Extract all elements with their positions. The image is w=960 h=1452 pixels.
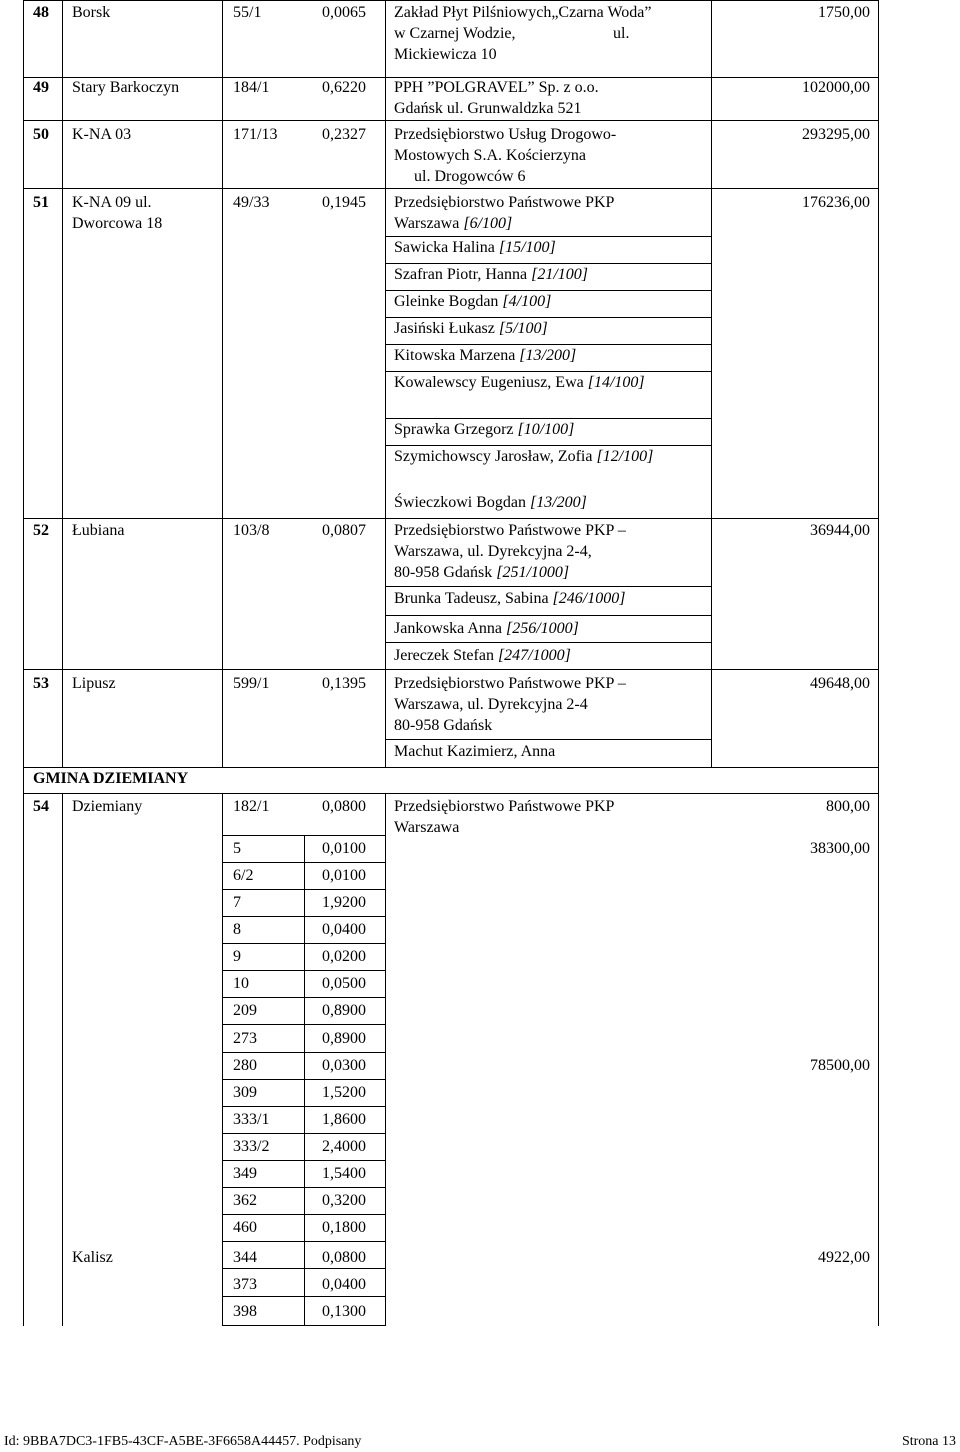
parcel-area: 0,0100	[322, 840, 366, 857]
parcel-number: 344	[233, 1249, 257, 1266]
row-line	[222, 1079, 386, 1080]
co-owner-name: Jereczek Stefan	[394, 647, 498, 664]
row-number: 48	[33, 4, 49, 21]
parcel-number: 209	[233, 1002, 257, 1019]
row-line	[23, 518, 879, 519]
co-owner-share: [247/1000]	[497, 647, 571, 664]
parcel-area: 0,3200	[322, 1192, 366, 1209]
co-owner-name: Jasiński Łukasz	[394, 320, 499, 337]
owner-line: ul. Drogowców 6	[414, 168, 526, 185]
co-owner-share: [14/100]	[587, 374, 645, 391]
co-owner-name: Brunka Tadeusz, Sabina	[394, 590, 553, 607]
co-owner-share: [256/1000]	[505, 620, 579, 637]
owner-share: [251/1000]	[496, 564, 570, 581]
row-number: 53	[33, 675, 49, 692]
parcel-area: 1,9200	[322, 894, 366, 911]
co-owner-name: Sprawka Grzegorz	[394, 421, 518, 438]
owner-line: Warszawa, ul. Dyrekcyjna 2-4,	[394, 543, 592, 560]
location-name: Lipusz	[72, 675, 116, 692]
row-line	[23, 793, 879, 794]
co-owner-share: [12/100]	[596, 448, 654, 465]
co-owner-share: [13/200]	[529, 494, 587, 511]
parcel-area: 0,8900	[322, 1002, 366, 1019]
co-owner-share: [13/200]	[519, 347, 577, 364]
parcel-value: 102000,00	[802, 79, 870, 96]
owner-line	[394, 213, 512, 234]
parcel-number: 280	[233, 1057, 257, 1074]
row-line	[385, 642, 712, 643]
co-owner-name: Kowalewscy Eugeniusz, Ewa	[394, 374, 588, 391]
document-id: Id: 9BBA7DC3-1FB5-43CF-A5BE-3F6658A44457. Podpisany	[4, 1434, 362, 1449]
row-line	[222, 1133, 386, 1134]
parcel-value: 4922,00	[818, 1249, 870, 1266]
location-name: Stary Barkoczyn	[72, 79, 180, 96]
row-line	[222, 1214, 386, 1215]
owner-line: PPH ”POLGRAVEL” Sp. z o.o.	[394, 79, 599, 96]
co-owner	[394, 446, 653, 467]
owner-share: [6/100]	[463, 215, 513, 232]
parcel-area: 0,0800	[322, 1249, 366, 1266]
owner-line: Mickiewicza 10	[394, 46, 497, 63]
owner-line: Przedsiębiorstwo Państwowe PKP –	[394, 675, 626, 692]
row-line	[23, 188, 879, 189]
owner-name: 80-958 Gdańsk	[394, 564, 497, 581]
col-divider	[62, 0, 63, 767]
row-line	[222, 1024, 386, 1025]
parcel-number: 349	[233, 1165, 257, 1182]
parcel-value: 36944,00	[810, 522, 870, 539]
location-name: Łubiana	[72, 522, 125, 539]
location-name: Dworcowa 18	[72, 215, 163, 232]
row-line	[222, 997, 386, 998]
parcel-number: 5	[233, 840, 241, 857]
owner-line: ul.	[613, 25, 630, 42]
owner-line: Przedsiębiorstwo Państwowe PKP	[394, 194, 615, 211]
co-owner	[394, 419, 574, 440]
row-line	[222, 1296, 386, 1297]
col-divider	[304, 835, 305, 1326]
co-owner-share: [10/100]	[517, 421, 575, 438]
co-owner-name: Kitowska Marzena	[394, 347, 520, 364]
co-owner-name: Szymichowscy Jarosław, Zofia	[394, 448, 597, 465]
owner-line: Warszawa	[394, 819, 460, 836]
parcel-number: 398	[233, 1303, 257, 1320]
parcel-area: 2,4000	[322, 1138, 366, 1155]
parcel-number: 182/1	[233, 798, 270, 815]
parcel-area: 0,2327	[322, 126, 366, 143]
parcel-area: 1,5200	[322, 1084, 366, 1101]
owner-line	[394, 562, 569, 583]
parcel-area: 0,1800	[322, 1219, 366, 1236]
row-line	[222, 1325, 386, 1326]
col-divider	[222, 0, 223, 767]
parcel-number: 10	[233, 975, 249, 992]
parcel-area: 0,0400	[322, 921, 366, 938]
co-owner-share: [5/100]	[498, 320, 548, 337]
parcel-value: 293295,00	[802, 126, 870, 143]
parcel-value: 1750,00	[818, 4, 870, 21]
row-line	[222, 916, 386, 917]
parcel-number: 171/13	[233, 126, 278, 143]
parcel-area: 1,8600	[322, 1111, 366, 1128]
parcel-area: 0,0200	[322, 948, 366, 965]
parcel-area: 0,0800	[322, 798, 366, 815]
col-divider	[62, 793, 63, 1326]
parcel-value: 800,00	[826, 798, 870, 815]
owner-name: Warszawa	[394, 215, 464, 232]
co-owner	[394, 492, 587, 513]
co-owner-share: [21/100]	[531, 266, 588, 283]
location-name: Dziemiany	[72, 798, 143, 815]
parcel-number: 309	[233, 1084, 257, 1101]
col-divider	[222, 793, 223, 1326]
row-line	[222, 835, 386, 836]
co-owner-name: Szafran Piotr, Hanna	[394, 266, 532, 283]
table-border-left	[23, 0, 24, 1326]
row-line	[385, 615, 712, 616]
parcel-number: 362	[233, 1192, 257, 1209]
owner-line: Przedsiębiorstwo Państwowe PKP –	[394, 522, 626, 539]
co-owner	[394, 618, 579, 639]
parcel-number: 460	[233, 1219, 257, 1236]
owner-line: Warszawa, ul. Dyrekcyjna 2-4	[394, 696, 588, 713]
location-name: K-NA 09 ul.	[72, 194, 152, 211]
parcel-value: 78500,00	[810, 1057, 870, 1074]
parcel-number: 373	[233, 1276, 257, 1293]
row-number: 50	[33, 126, 49, 143]
row-line	[222, 1160, 386, 1161]
parcel-area: 0,0065	[322, 4, 366, 21]
row-line	[222, 1106, 386, 1107]
co-owner-share: [15/100]	[498, 239, 556, 256]
owner-line: w Czarnej Wodzie,	[394, 25, 516, 42]
row-line	[23, 0, 879, 1]
co-owner-name: Świeczkowi Bogdan	[394, 494, 530, 511]
owner-line: 80-958 Gdańsk	[394, 717, 493, 734]
parcel-area: 0,0100	[322, 867, 366, 884]
co-owner	[394, 237, 556, 258]
parcel-area: 0,1945	[322, 194, 366, 211]
co-owner	[394, 588, 625, 609]
row-line	[222, 970, 386, 971]
co-owner	[394, 318, 548, 339]
row-line	[222, 1052, 386, 1053]
row-number: 49	[33, 79, 49, 96]
co-owner-name: Sawicka Halina	[394, 239, 499, 256]
owner-line: Zakład Płyt Pilśniowych„Czarna Woda”	[394, 4, 652, 21]
row-line	[222, 889, 386, 890]
co-owner	[394, 264, 588, 285]
owner-line: Gdańsk ul. Grunwaldzka 521	[394, 100, 582, 117]
parcel-number: 273	[233, 1030, 257, 1047]
parcel-value: 38300,00	[810, 840, 870, 857]
co-owner-share: [4/100]	[502, 293, 552, 310]
parcel-area: 0,1395	[322, 675, 366, 692]
parcel-number: 49/33	[233, 194, 270, 211]
row-line	[23, 120, 879, 121]
row-line	[222, 862, 386, 863]
parcel-area: 0,0807	[322, 522, 366, 539]
parcel-number: 184/1	[233, 79, 270, 96]
col-divider	[385, 0, 386, 767]
row-line	[222, 943, 386, 944]
parcel-area: 1,5400	[322, 1165, 366, 1182]
section-heading: GMINA DZIEMIANY	[33, 770, 189, 787]
row-line	[23, 669, 879, 670]
co-owner-name: Gleinke Bogdan	[394, 293, 503, 310]
parcel-number: 55/1	[233, 4, 262, 21]
parcel-area: 0,8900	[322, 1030, 366, 1047]
row-number: 51	[33, 194, 49, 211]
parcel-value: 49648,00	[810, 675, 870, 692]
co-owner: Machut Kazimierz, Anna	[394, 743, 556, 760]
co-owner-share: [246/1000]	[552, 590, 626, 607]
table-border-right	[878, 0, 879, 1326]
co-owner	[394, 291, 551, 312]
parcel-area: 0,0400	[322, 1276, 366, 1293]
row-line	[222, 1268, 386, 1269]
parcel-area: 0,0300	[322, 1057, 366, 1074]
parcel-number: 333/1	[233, 1111, 270, 1128]
parcel-area: 0,0500	[322, 975, 366, 992]
parcel-number: 599/1	[233, 675, 270, 692]
row-line	[222, 1187, 386, 1188]
owner-line: Przedsiębiorstwo Usług Drogowo-	[394, 126, 617, 143]
row-line	[222, 1241, 386, 1242]
parcel-area: 0,1300	[322, 1303, 366, 1320]
location-name: Borsk	[72, 4, 111, 21]
co-owner	[394, 345, 576, 366]
col-divider	[711, 0, 712, 767]
co-owner	[394, 645, 571, 666]
parcel-number: 6/2	[233, 867, 254, 884]
row-line	[385, 586, 712, 587]
co-owner-name: Jankowska Anna	[394, 620, 506, 637]
parcel-value: 176236,00	[802, 194, 870, 211]
row-number: 54	[33, 798, 49, 815]
owner-line: Przedsiębiorstwo Państwowe PKP	[394, 798, 615, 815]
location-name: Kalisz	[72, 1249, 113, 1266]
parcel-area: 0,6220	[322, 79, 366, 96]
col-divider	[385, 793, 386, 1326]
co-owner	[394, 372, 645, 393]
row-line	[385, 739, 712, 740]
location-name: K-NA 03	[72, 126, 132, 143]
owner-line: Mostowych S.A. Kościerzyna	[394, 147, 586, 164]
parcel-number: 333/2	[233, 1138, 270, 1155]
parcel-number: 8	[233, 921, 241, 938]
parcel-number: 9	[233, 948, 241, 965]
page-number: Strona 13	[901, 1434, 956, 1449]
row-number: 52	[33, 522, 49, 539]
parcel-number: 7	[233, 894, 241, 911]
parcel-number: 103/8	[233, 522, 270, 539]
